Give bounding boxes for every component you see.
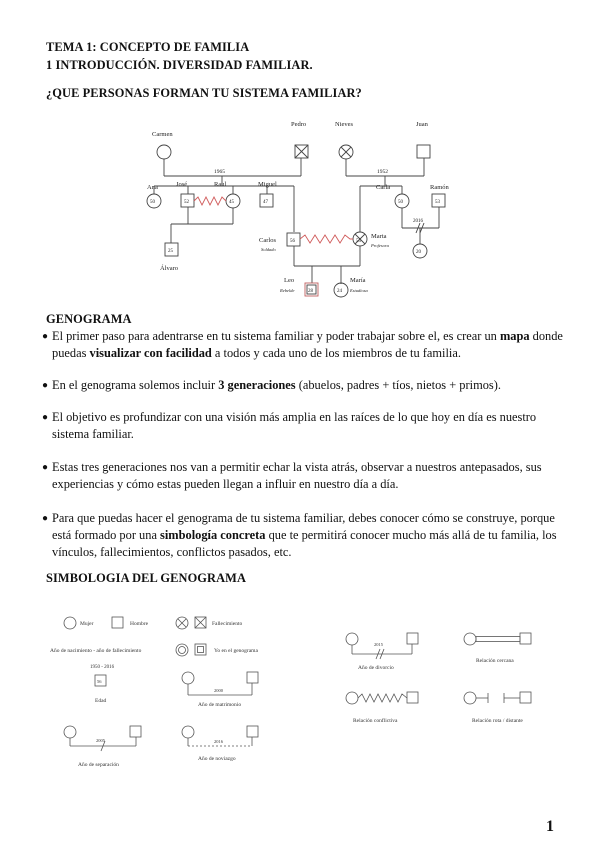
symbology-panel-left xyxy=(42,610,282,780)
name-nieves: Nieves xyxy=(335,121,354,128)
bullet-dot: ● xyxy=(42,462,49,473)
year-1952: 1952 xyxy=(377,169,388,175)
name-carla: Carla xyxy=(376,184,391,191)
bullet-2: ● En el genograma solemos incluir 3 generaciones (abuelos, padres + tíos, nietos + primos). xyxy=(42,378,501,392)
role-carlos: Soldado xyxy=(261,247,276,252)
label-edad-value: 56 xyxy=(97,679,102,684)
age-maria: 24 xyxy=(337,289,342,294)
bullet-dot: ● xyxy=(42,412,49,423)
label-year-2016: 2016 xyxy=(214,739,223,744)
label-year-2005: 2005 xyxy=(96,738,105,743)
title-line-1: TEMA 1: CONCEPTO DE FAMILIA xyxy=(46,40,250,54)
label-conflictiva: Relación conflictiva xyxy=(353,718,398,724)
name-pedro: Pedro xyxy=(291,121,307,128)
label-year-2000: 2000 xyxy=(214,688,223,693)
name-ana: Ana xyxy=(147,184,158,191)
name-raul: Raul xyxy=(214,181,227,188)
bullet-dot: ● xyxy=(42,331,49,342)
age-alvaro: 25 xyxy=(168,249,173,254)
age-marta: 55 xyxy=(356,239,361,244)
role-marta: Profesora xyxy=(371,243,389,248)
symbology-panel-right xyxy=(336,628,556,728)
label-fallecimiento: Fallecimiento xyxy=(212,621,243,627)
label-separacion: Año de separación xyxy=(78,762,119,768)
age-carlos: 56 xyxy=(290,239,295,244)
bullet-3: ● El objetivo es profundizar con una visión más amplia en las raíces de lo que hoy en día es nuestro sistema familiar. xyxy=(42,410,537,441)
label-edad: Edad xyxy=(95,698,107,704)
name-marta: Marta xyxy=(371,233,387,240)
label-yo: Yo en el genograma xyxy=(214,648,258,654)
page-number: 1 xyxy=(546,818,554,835)
question-heading: ¿QUE PERSONAS FORMAN TU SISTEMA FAMILIAR? xyxy=(46,86,362,100)
role-leo: Rebelde xyxy=(280,288,295,293)
age-leo: 28 xyxy=(308,289,313,294)
name-leo: Leo xyxy=(284,277,295,284)
age-jose: 52 xyxy=(184,200,189,205)
age-carla: 50 xyxy=(398,200,403,205)
bullet-dot: ● xyxy=(42,513,49,524)
age-miguel: 47 xyxy=(263,200,268,205)
year-1965: 1965 xyxy=(214,169,225,175)
label-matrimonio: Año de matrimonio xyxy=(198,702,242,708)
name-carmen: Carmen xyxy=(152,131,173,138)
year-2016: 2016 xyxy=(413,219,423,224)
label-noviazgo: Año de noviazgo xyxy=(198,756,236,762)
name-carlos: Carlos xyxy=(259,237,276,244)
label-nacimiento: Año de nacimiento - año de fallecimiento xyxy=(50,648,142,654)
age-child: 20 xyxy=(416,250,421,255)
name-miguel: Miguel xyxy=(258,181,277,188)
bullet-4: ● Estas tres generaciones nos van a permitir echar la vista atrás, observar a nuestros antepasados, sus experiencias y cómo estas pueden llegan a influir en nuestro día a día. xyxy=(42,460,542,491)
label-cercana: Relación cercana xyxy=(476,658,514,664)
role-maria: Estudiosa xyxy=(350,288,368,293)
age-ramon: 53 xyxy=(435,200,440,205)
bullet-dot: ● xyxy=(42,380,49,391)
name-ramon: Ramón xyxy=(430,184,449,191)
age-ana: 50 xyxy=(150,200,155,205)
symbology-heading: SIMBOLOGIA DEL GENOGRAMA xyxy=(46,571,246,585)
label-range: 1950 - 2016 xyxy=(90,665,115,670)
age-raul: 45 xyxy=(229,200,234,205)
bullet-5: ● Para que puedas hacer el genograma de tu sistema familiar, debes conocer cómo se construye, porque está formado por una simbología concreta que te permitirá conocer mucho más allá de tu familia, los vínculos, fallecimientos, conflictos pasados, etc. xyxy=(42,511,557,559)
name-jose: José xyxy=(176,181,188,188)
name-alvaro: Álvaro xyxy=(160,265,179,272)
genograma-heading: GENOGRAMA xyxy=(46,312,132,326)
name-juan: Juan xyxy=(416,121,428,128)
bullet-1: ● El primer paso para adentrarse en tu sistema familiar y poder trabajar sobre el, es crear un mapa donde puedas visualizar con facilidad a todos y cada uno de los miembros de tu familia. xyxy=(42,329,563,360)
label-divorcio: Año de divorcio xyxy=(358,665,394,671)
title-line-2: 1 INTRODUCCIÓN. DIVERSIDAD FAMILIAR. xyxy=(46,58,313,72)
label-hombre: Hombre xyxy=(130,621,149,627)
name-maria: María xyxy=(350,277,366,284)
family-tree-diagram xyxy=(134,112,464,304)
label-rota: Relación rota / distante xyxy=(472,718,523,724)
label-year-2015: 2015 xyxy=(374,642,383,647)
label-mujer: Mujer xyxy=(80,621,94,627)
